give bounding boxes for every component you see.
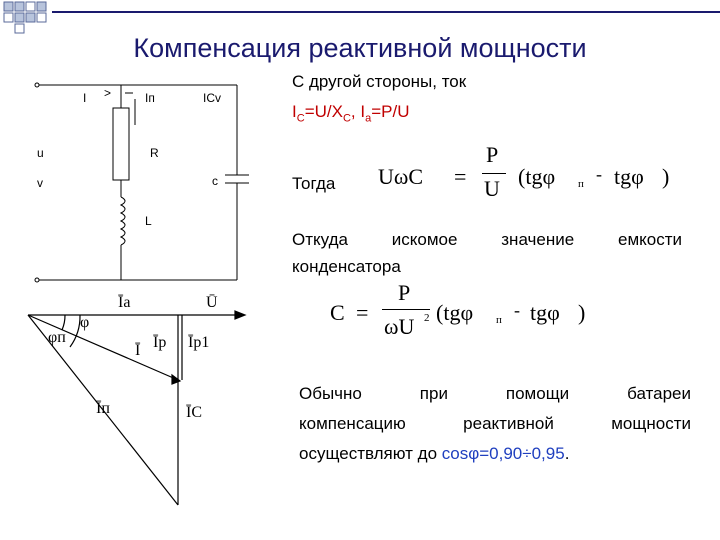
vector-diagram: [20, 285, 280, 540]
text-otkuda-1: Откуда искомое значение емкости: [292, 230, 682, 249]
text-otkuda-2: конденсатора: [292, 257, 401, 276]
vec-label-Ip1: Īp1: [188, 334, 210, 351]
vec-label-I: Ī: [135, 342, 141, 359]
text-final-1: Обычно при помощи батареи: [299, 384, 691, 403]
text-line-1: С другой стороны, ток: [292, 72, 467, 91]
vec-label-U: Ū: [206, 294, 218, 311]
vec-label-phi-p: φп: [48, 329, 66, 346]
label-c: c: [212, 174, 218, 188]
text-final-3: осуществляют до cosφ=0,90÷0,95.: [299, 444, 570, 463]
label-I: I: [83, 91, 87, 105]
label-u: u: [37, 146, 44, 160]
label-R: R: [150, 146, 159, 160]
vec-label-Ia: Īa: [118, 294, 131, 311]
text-togda: Тогда: [292, 174, 336, 193]
vec-label-IC: ĪC: [186, 404, 202, 421]
label-arrow: >: [104, 86, 112, 100]
vec-label-Ip: Īp: [153, 334, 167, 351]
label-v: v: [37, 176, 43, 190]
label-L: L: [145, 214, 152, 228]
label-In: Iп: [145, 91, 155, 105]
equation-c: C = P ωU 2 (tgφ п - tgφ ): [330, 280, 586, 339]
vec-label-phi: φ: [80, 314, 90, 331]
vec-label-Ipi: Īп: [96, 400, 110, 417]
text-final-2: компенсацию реактивной мощности: [299, 414, 691, 433]
fraction-line: [482, 173, 506, 174]
circuit-diagram: [25, 75, 280, 290]
page-title: Компенсация реактивной мощности: [133, 33, 587, 63]
fraction-line: [382, 309, 430, 310]
label-Icv: ICv: [203, 91, 221, 105]
equation-uwc: UωC = P U (tgφ п - tgφ ): [378, 142, 670, 201]
formula-currents: $I_C=U/X_C$, $I_a=P/U$: [292, 102, 410, 125]
